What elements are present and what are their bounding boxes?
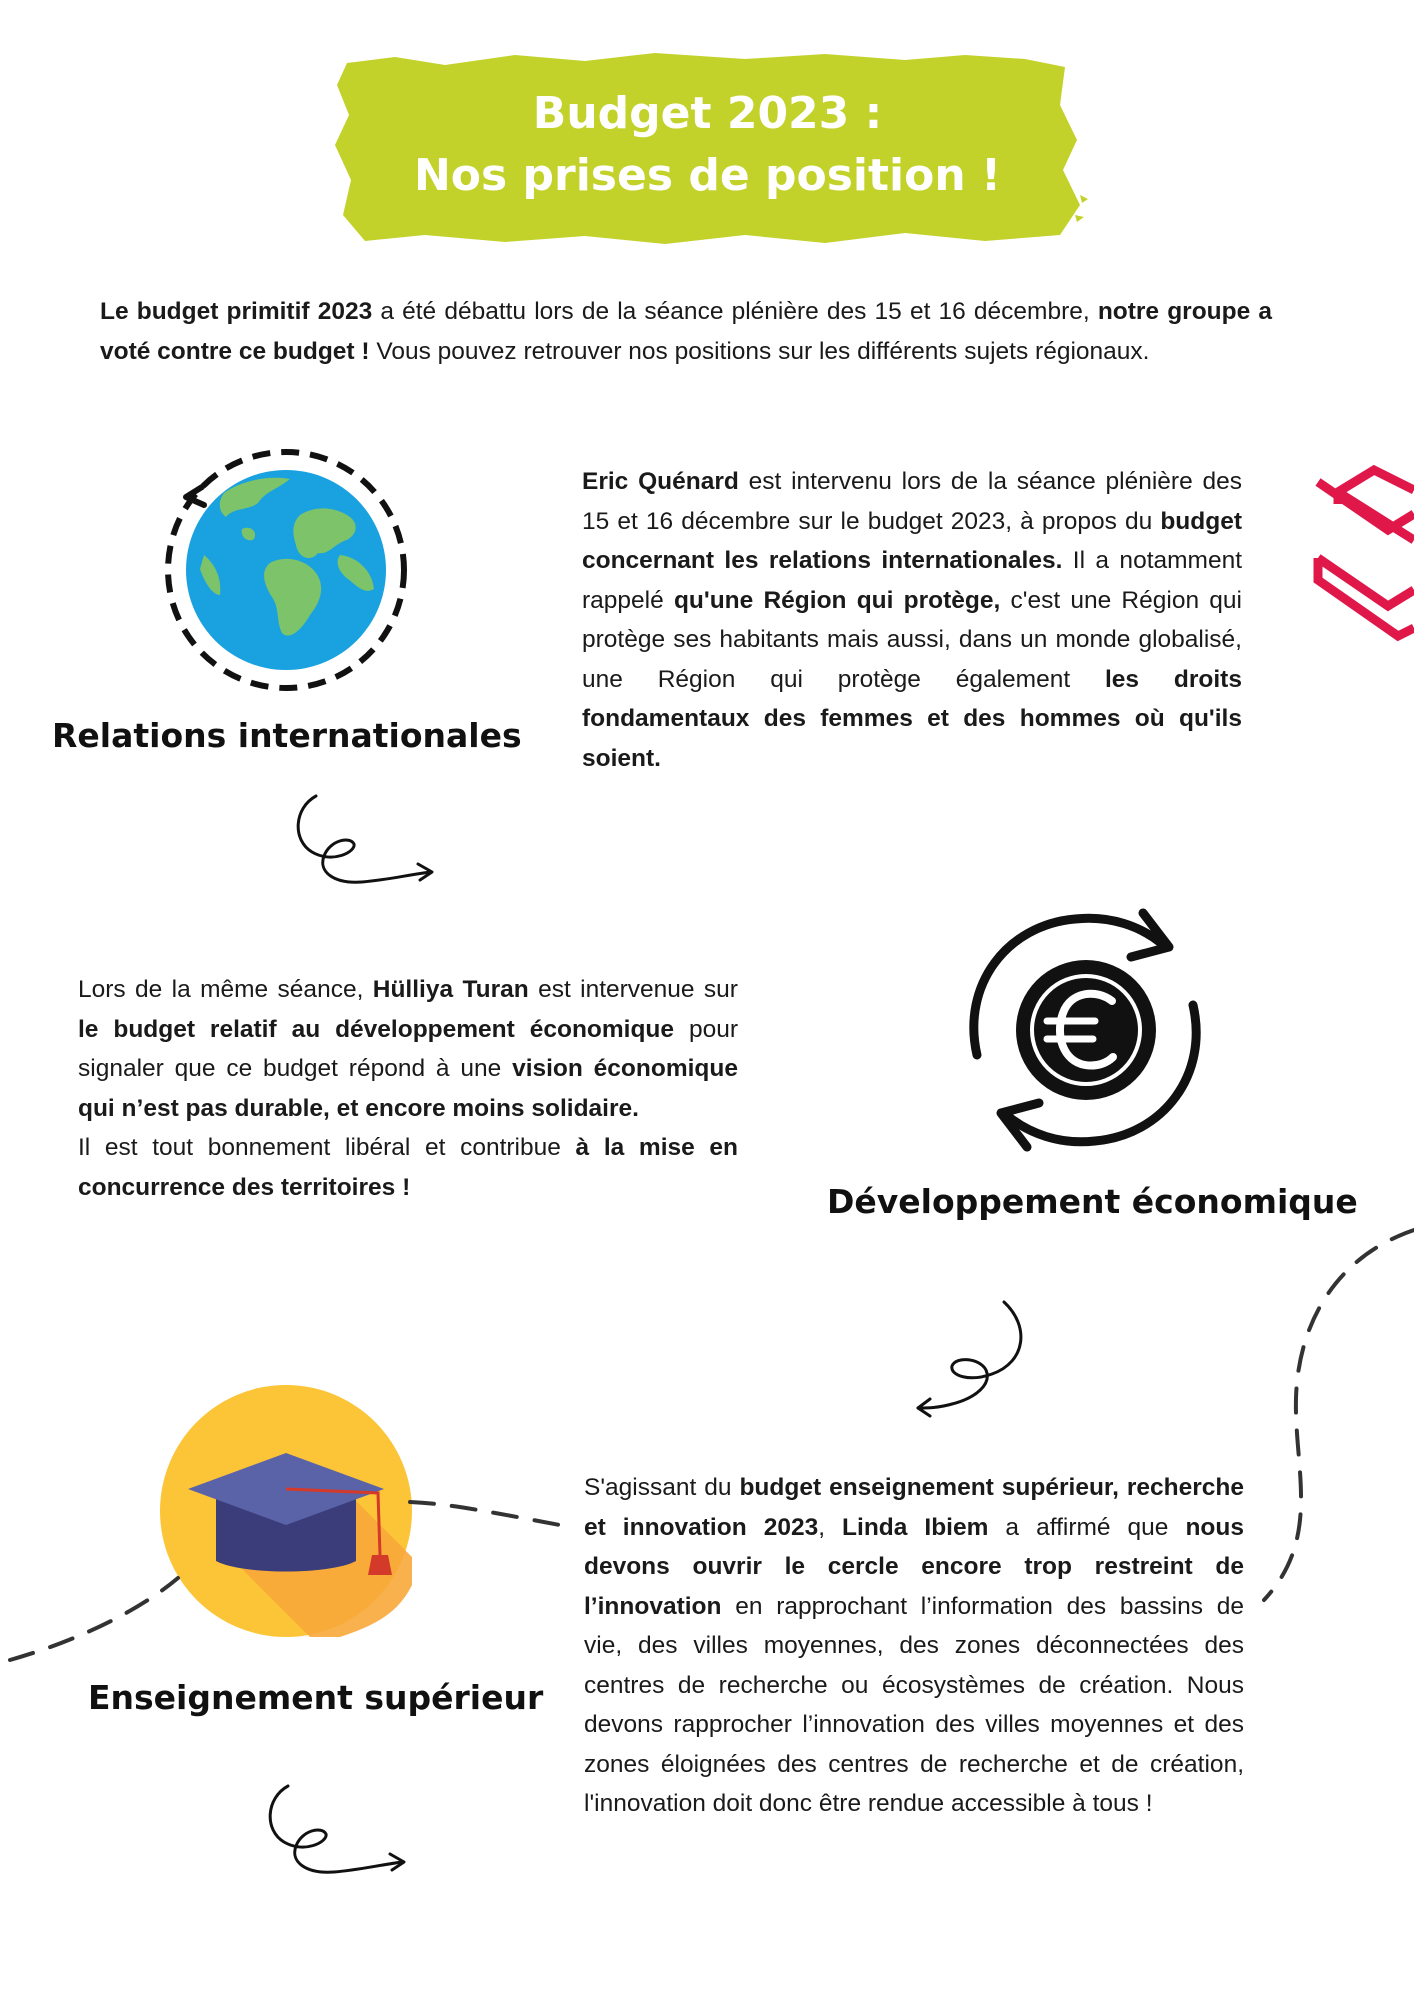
bold-text: le budget relatif au développement économique — [78, 1015, 675, 1043]
intro-paragraph — [100, 292, 1272, 371]
heading-developpement-economique: Développement économique — [827, 1182, 1358, 1221]
heading-relations-internationales: Relations internationales — [52, 716, 522, 755]
paragraph-economie — [78, 970, 738, 1207]
curly-arrow-icon — [262, 1780, 412, 1885]
text: Il est tout bonnement libéral et contribue — [78, 1134, 576, 1161]
intro-text: a été débattu lors de la séance plénière des 15 et 16 décembre, — [372, 298, 1098, 325]
bold-text: qu'une Région qui protège, — [673, 586, 1001, 614]
dashed-curve-decoration — [0, 1490, 570, 1665]
text: , — [818, 1513, 843, 1541]
title-banner — [325, 45, 1090, 250]
heading-enseignement-superieur: Enseignement supérieur — [88, 1678, 544, 1717]
text: en rapprochant l’information des bassins de vie, des villes moyennes, des zones déconnectées des centres de recherche ou écosystèmes de création. Nous devons rapprocher l’innovation des villes moyennes et des zones éloignées des centres de recherche et de création, l'innovation doit donc être rendue accessible à tous ! — [584, 1592, 1244, 1817]
dashed-arc-decoration — [1262, 1228, 1414, 1608]
double-chevron-icon — [1318, 470, 1414, 660]
bold-text: budget enseignement supérieur, recherche et innovation 2023 — [584, 1474, 1244, 1541]
curly-arrow-icon — [912, 1296, 1062, 1421]
text: pour signaler que ce budget répond à une — [78, 1015, 738, 1082]
bold-text: les droits fondamentaux des femmes et des hommes où qu'ils soient. — [582, 665, 1242, 772]
name-linda-ibiem: Linda Ibiem — [842, 1513, 989, 1541]
bold-text: nous devons ouvrir le cercle encore trop restreint de l’innovation — [584, 1513, 1244, 1620]
text: Lors de la même séance, — [78, 976, 373, 1003]
paragraph-enseignement — [584, 1468, 1244, 1824]
bold-text: à la mise en concurrence des territoires ! — [78, 1134, 738, 1201]
bold-text: budget concernant les relations internationales. — [582, 507, 1242, 574]
globe-icon — [160, 445, 420, 695]
text: c'est une Région qui protège ses habitants mais aussi, dans un monde globalisé, une Région qui protège également — [582, 586, 1242, 693]
paragraph-relations — [582, 462, 1242, 778]
text: S'agissant du — [584, 1474, 740, 1501]
page-title-line2: Nos prises de position ! — [413, 150, 1002, 201]
text: Il a notamment rappelé — [582, 547, 1242, 614]
curly-arrow-icon — [290, 790, 440, 895]
page-title-line1: Budget 2023 : — [532, 88, 883, 139]
euro-cycle-icon — [955, 905, 1215, 1160]
text: est intervenu lors de la séance plénière des 15 et 16 décembre sur le budget 2023, à propos du — [582, 468, 1242, 535]
text: a affirmé que — [988, 1513, 1186, 1541]
name-hulliya-turan: Hülliya Turan — [372, 976, 529, 1003]
name-eric-quenard: Eric Quénard — [582, 468, 739, 495]
intro-text-end: Vous pouvez retrouver nos positions sur les différents sujets régionaux. — [369, 337, 1150, 365]
intro-bold-vote: notre groupe a voté contre ce budget ! — [100, 298, 1272, 365]
text: est intervenue sur — [528, 976, 738, 1003]
intro-bold-budget: Le budget primitif 2023 — [100, 298, 373, 325]
bold-text: vision économique qui n’est pas durable, et encore moins solidaire. — [78, 1055, 738, 1122]
